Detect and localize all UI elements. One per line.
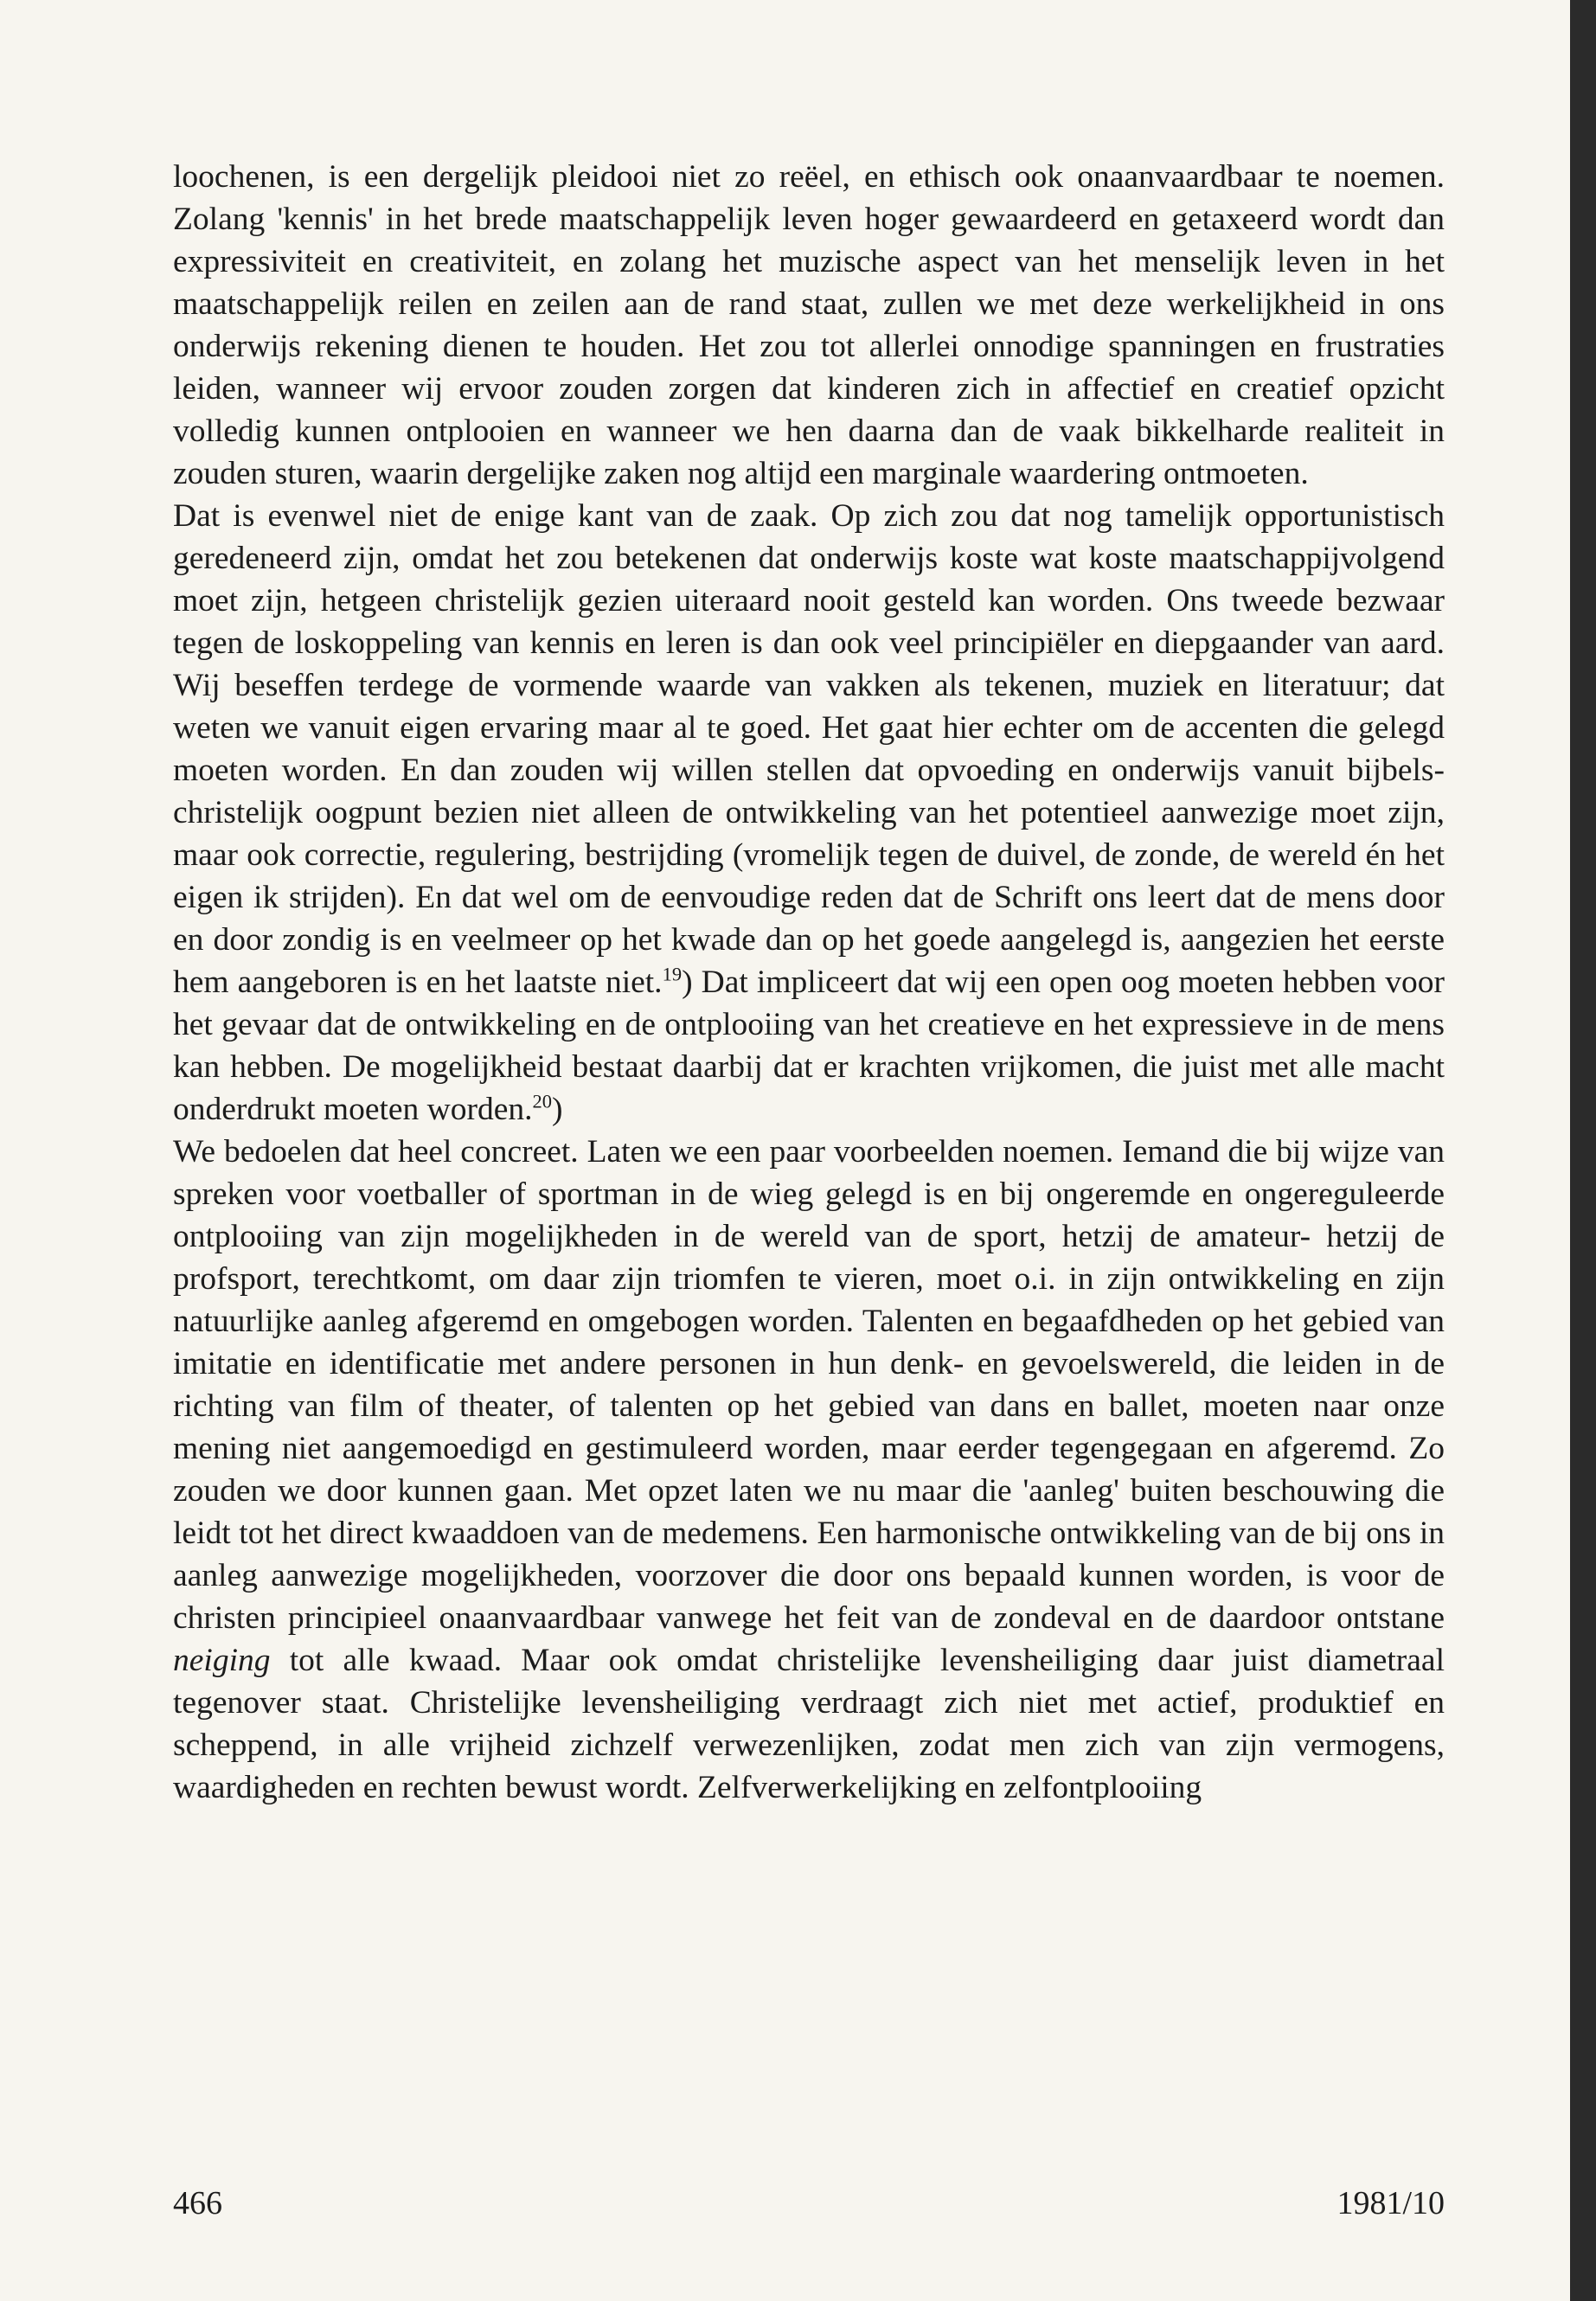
text-run: ) Dat impliceert dat wij een open oog moeten hebben voor het gevaar dat de ontwikkeling en de ontplooiing van het creatieve en het expressieve in de mens kan hebben. De mogelijkheid bestaat daarbij dat er krachten vrijkomen, die juist met alle macht onderdrukt moeten worden. (173, 965, 1445, 1127)
paragraph (173, 1131, 1445, 1809)
text-run: ) (552, 1092, 563, 1127)
footnote-ref: 19 (662, 963, 683, 985)
text-run: loochenen, is een dergelijk pleidooi niet zo reëel, en ethisch ook onaanvaardbaar te noemen. Zolang 'kennis' in het brede maatschappelijk leven hoger gewaardeerd en getaxeerd wordt dan expressiviteit en creativiteit, en zolang het muzische aspect van het menselijk leven in het maatschappelijk reilen en zeilen aan de rand staat, zullen we met deze werkelijkheid in ons onderwijs rekening dienen te houden. Het zou tot allerlei onnodige spanningen en frustraties leiden, wanneer wij ervoor zouden zorgen dat kinderen zich in affectief en creatief opzicht volledig kunnen ontplooien en wanneer we hen daarna dan de vaak bikkelharde realiteit in zouden sturen, waarin dergelijke zaken nog altijd een marginale waardering ontmoeten. (173, 159, 1445, 491)
emphasis-text: neiging (173, 1643, 271, 1678)
text-run: We bedoelen dat heel concreet. Laten we een paar voorbeelden noemen. Iemand die bij wijze van spreken voor voetballer of sportman in de wieg gelegd is en bij ongeremde en ongereguleerde ontplooiing van zijn mogelijkheden in de wereld van de sport, hetzij de amateur- hetzij de profsport, terechtkomt, om daar zijn triomfen te vieren, moet o.i. in zijn ontwikkeling en zijn natuurlijke aanleg afgeremd en omgebogen worden. Talenten en begaafdheden op het gebied van imitatie en identificatie met andere personen in hun denk- en gevoelswereld, die leiden in de richting van film of theater, of talenten op het gebied van dans en ballet, moeten naar onze mening niet aangemoedigd en gestimuleerd worden, maar eerder tegengegaan en afgeremd. Zo zouden we door kunnen gaan. Met opzet laten we nu maar die 'aanleg' buiten beschouwing die leidt tot het direct kwaaddoen van de medemens. Een harmonische ontwikkeling van de bij ons in aanleg aanwezige mogelijkheden, voorzover die door ons bepaald kunnen worden, is voor de christen principieel onaanvaardbaar vanwege het feit van de zondeval en de daardoor ontstane (173, 1134, 1445, 1636)
text-run: tot alle kwaad. Maar ook omdat christelijke levensheiliging daar juist diametraal tegenover staat. Christelijke levensheiliging verdraagt zich niet met actief, produktief en scheppend, in alle vrijheid zichzelf verwezenlijken, zodat men zich van zijn vermogens, waardigheden en rechten bewust wordt. Zelfverwerkelijking en zelfontplooiing (173, 1643, 1445, 1805)
footnote-ref: 20 (532, 1090, 553, 1112)
paragraph (173, 495, 1445, 1131)
body-text (173, 156, 1445, 1809)
paragraph (173, 156, 1445, 495)
issue-number: 1981/10 (1336, 2185, 1445, 2221)
page-number: 466 (173, 2185, 222, 2221)
text-run: Dat is evenwel niet de enige kant van de zaak. Op zich zou dat nog tamelijk opportunistisch geredeneerd zijn, omdat het zou betekenen dat onderwijs koste wat koste maatschappijvolgend moet zijn, hetgeen christelijk gezien uiteraard nooit gesteld kan worden. Ons tweede bezwaar tegen de loskoppeling van kennis en leren is dan ook veel principiëler en diepgaander van aard. Wij beseffen terdege de vormende waarde van vakken als tekenen, muziek en literatuur; dat weten we vanuit eigen ervaring maar al te goed. Het gaat hier echter om de accenten die gelegd moeten worden. En dan zouden wij willen stellen dat opvoeding en onderwijs vanuit bijbels-christelijk oogpunt bezien niet alleen de ontwikkeling van het potentieel aanwezige moet zijn, maar ook correctie, regulering, bestrijding (vromelijk tegen de duivel, de zonde, de wereld én het eigen ik strijden). En dat wel om de eenvoudige reden dat de Schrift ons leert dat de mens door en door zondig is en veelmeer op het kwade dan op het goede aangelegd is, aangezien het eerste hem aangeboren is en het laatste niet. (173, 498, 1445, 1000)
